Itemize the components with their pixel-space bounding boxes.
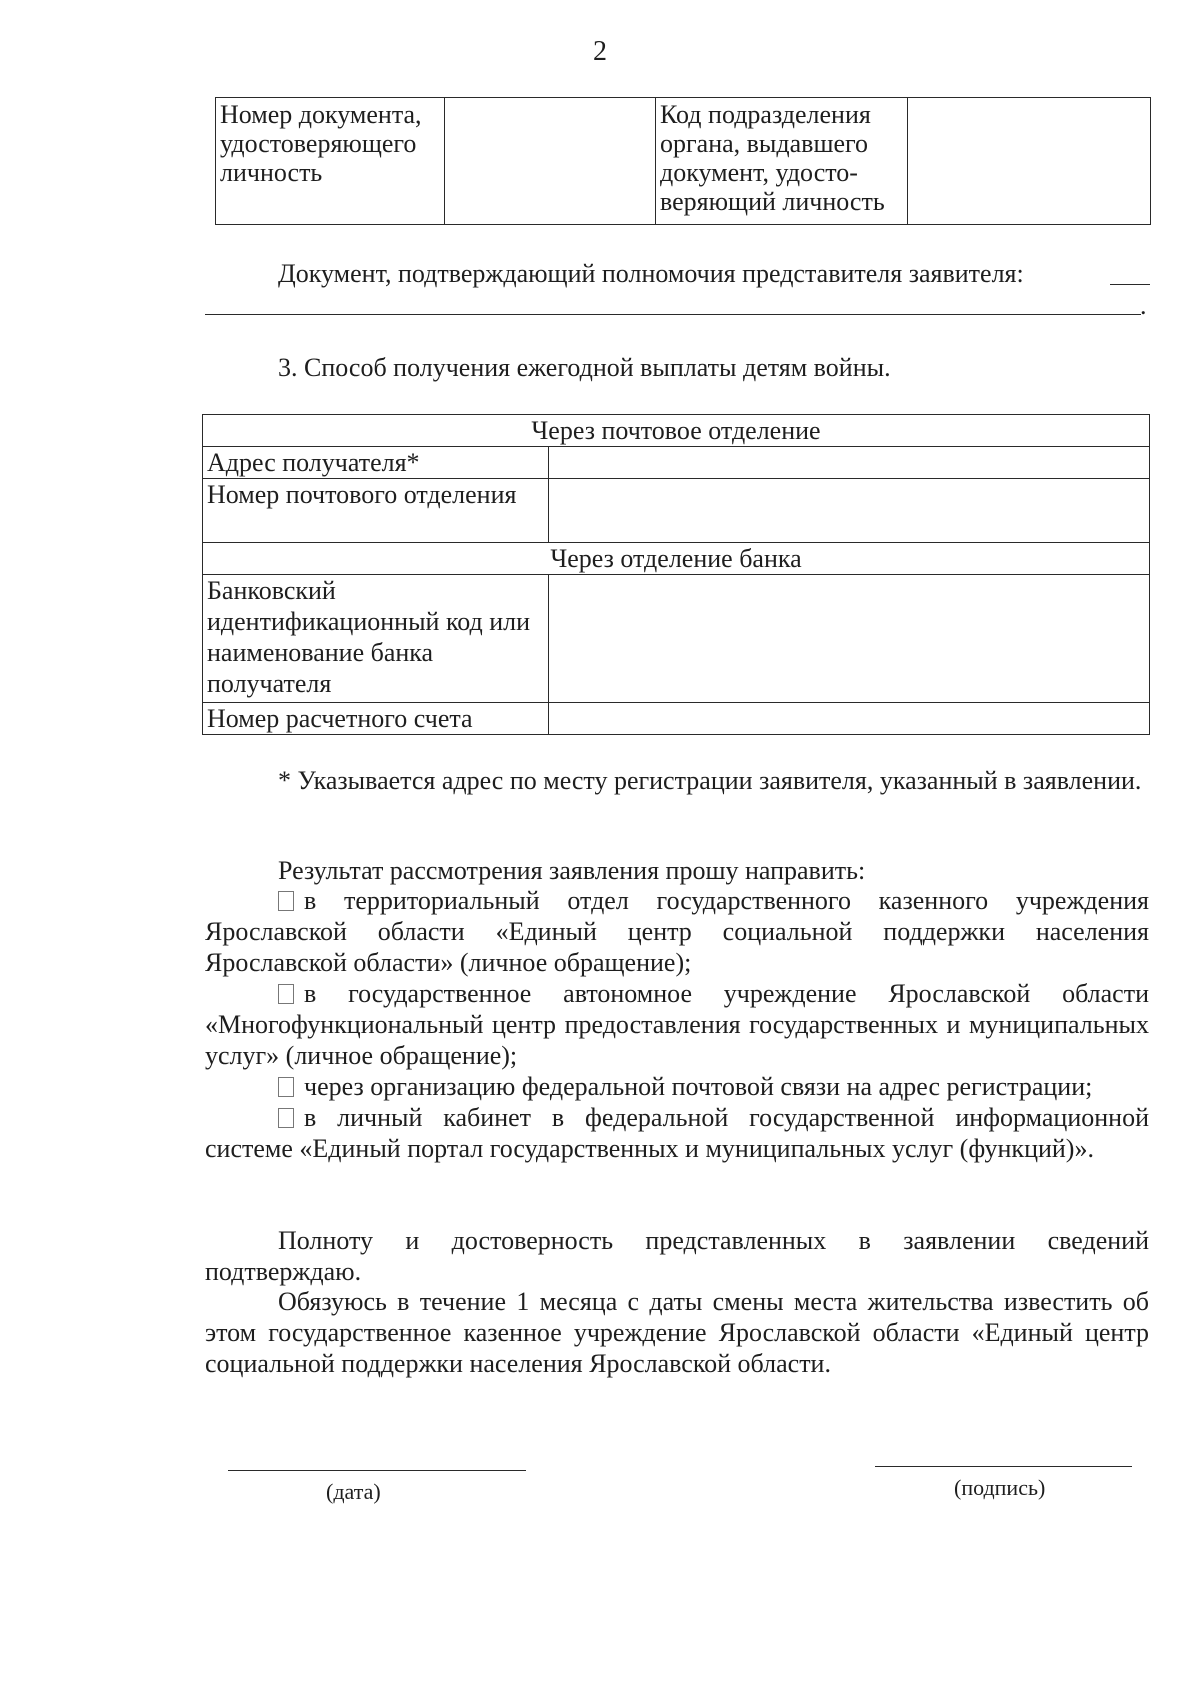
result-option-1[interactable] (205, 885, 1149, 978)
result-option-2[interactable] (205, 978, 1149, 1071)
representative-field-line-1[interactable] (1110, 284, 1150, 285)
doc-number-label: Номер документа, удостоверяющего личность (216, 98, 445, 225)
result-option-4[interactable] (205, 1102, 1149, 1164)
date-signature-line[interactable] (228, 1470, 526, 1471)
obligation-statement: Обязуюсь в течение 1 месяца с даты смены места жительства известить об этом государственное казенное учреждение Ярославской области «Единый центр социальной поддержки населения Ярославской области. (205, 1287, 1149, 1378)
bank-header: Через отделение банка (203, 543, 1150, 575)
representative-document-label: Документ, подтверждающий полномочия представителя заявителя: (278, 259, 1024, 288)
checkbox-4[interactable] (278, 1108, 294, 1128)
result-intro: Результат рассмотрения заявления прошу направить: (278, 856, 866, 885)
result-option-3[interactable] (205, 1071, 1149, 1102)
bank-identifier-field[interactable] (549, 575, 1150, 703)
post-office-header: Через почтовое отделение (203, 415, 1150, 447)
recipient-address-label: Адрес получателя* (203, 447, 549, 479)
signature-label: (подпись) (954, 1475, 1046, 1500)
result-option-3-text: через организацию федеральной почтовой связи на адрес регистрации; (304, 1072, 1093, 1101)
result-option-4-text: в личный кабинет в федеральной государственной информационной системе «Единый портал государственных и муниципальных услуг (функций)». (205, 1103, 1149, 1163)
identity-document-table (215, 97, 1151, 225)
representative-field-line-2[interactable] (205, 314, 1141, 315)
bank-identifier-label: Банковский идентификационный код или наименование банка получателя (203, 575, 549, 703)
page-number: 2 (593, 36, 607, 67)
checkbox-2[interactable] (278, 984, 294, 1004)
recipient-address-field[interactable] (549, 447, 1150, 479)
result-option-1-text: в территориальный отдел государственного казенного учреждения Ярославской области «Единый центр социальной поддержки населения Ярославской области» (личное обращение); (205, 886, 1149, 977)
account-number-field[interactable] (549, 703, 1150, 735)
checkbox-3[interactable] (278, 1077, 294, 1097)
division-code-field[interactable] (908, 98, 1151, 225)
account-number-label: Номер расчетного счета (203, 703, 549, 735)
payment-method-table (202, 414, 1150, 735)
signature-line[interactable] (875, 1466, 1132, 1467)
post-office-number-field[interactable] (549, 479, 1150, 543)
address-footnote: * Указывается адрес по месту регистрации заявителя, указанный в заявлении. (278, 766, 1142, 795)
doc-number-field[interactable] (445, 98, 656, 225)
post-office-number-label: Номер почтового отделения (203, 479, 549, 543)
result-option-2-text: в государственное автономное учреждение Ярославской области «Многофункциональный центр предоставления государственных и муниципальных услуг» (личное обращение); (205, 979, 1149, 1070)
division-code-label: Код подразделения органа, выдавшего документ, удосто-веряющий личность (656, 98, 908, 225)
section-3-title: 3. Способ получения ежегодной выплаты детям войны. (278, 353, 891, 382)
checkbox-1[interactable] (278, 891, 294, 911)
representative-end-mark: . (1140, 291, 1147, 320)
confirmation-statement: Полноту и достоверность представленных в заявлении сведений подтверждаю. (205, 1226, 1149, 1286)
date-label: (дата) (326, 1479, 381, 1504)
